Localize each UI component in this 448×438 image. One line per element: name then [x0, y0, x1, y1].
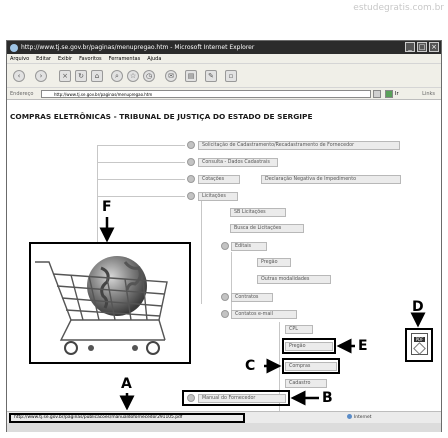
address-bar	[7, 88, 441, 100]
marker-c: C	[245, 358, 256, 374]
menu-editar[interactable]: Editar	[36, 56, 51, 62]
internet-zone-icon	[347, 414, 352, 419]
edit-icon[interactable]: ✎	[205, 70, 217, 82]
zone-label: Internet	[354, 415, 372, 420]
ie-logo-icon	[10, 44, 18, 52]
go-button[interactable]: Ir	[395, 91, 399, 97]
marker-e: E	[358, 338, 368, 354]
home-icon[interactable]: ⌂	[91, 70, 103, 82]
print-icon[interactable]: ▤	[185, 70, 197, 82]
minimize-button[interactable]: _	[405, 42, 415, 52]
contatos-email-link[interactable]: Contatos e-mail	[231, 310, 297, 319]
go-icon[interactable]	[385, 90, 393, 98]
toolbar	[7, 64, 441, 88]
refresh-icon[interactable]: ↻	[75, 70, 87, 82]
page-title: COMPRAS ELETRÔNICAS - TRIBUNAL DE JUSTIÇA DO ESTADO DE SERGIPE	[10, 112, 313, 121]
security-zone	[347, 414, 371, 422]
marker-d: D	[412, 299, 424, 315]
licitacoes-link[interactable]: Licitações	[198, 192, 238, 201]
pdf-label: PDF	[415, 337, 424, 342]
window-title: http://www.tj.se.gov.br/paginas/menupregao.htm - Microsoft Internet Explorer	[21, 44, 255, 51]
stop-icon[interactable]: ×	[59, 70, 71, 82]
menu-favoritos[interactable]: Favoritos	[79, 56, 102, 62]
taskbar	[7, 423, 441, 432]
browser-window	[6, 40, 442, 432]
page-content	[7, 100, 441, 410]
menu-ferramentas[interactable]: Ferramentas	[108, 56, 141, 62]
cotacoes-link[interactable]: Cotações	[198, 175, 240, 184]
menu-bar	[7, 54, 441, 64]
manual-fornecedor-link[interactable]: Manual do Fornecedor	[198, 394, 286, 403]
annotation-arrows	[7, 100, 441, 410]
marker-b: B	[322, 390, 333, 406]
sb-licitacoes-link[interactable]: SB Licitações	[230, 208, 286, 217]
status-url: http://www.tj.se.gov.br/paginas/publicacoes/manualdofornecedor291105.pdf	[9, 413, 245, 423]
menu-ajuda[interactable]: Ajuda	[147, 56, 162, 62]
cadastro-link[interactable]: Cadastro	[285, 379, 327, 388]
menu-exibir[interactable]: Exibir	[57, 56, 73, 62]
contratos-link[interactable]: Contratos	[231, 293, 273, 302]
status-bar	[7, 411, 441, 423]
window-controls	[405, 42, 439, 52]
busca-licitacoes-link[interactable]: Busca de Licitações	[230, 224, 304, 233]
close-button[interactable]: ×	[429, 42, 439, 52]
declaracao-negativa-link[interactable]: Declaração Negativa de Impedimento	[261, 175, 401, 184]
forward-icon[interactable]: ›	[35, 70, 47, 82]
search-icon[interactable]: ⌕	[111, 70, 123, 82]
maximize-button[interactable]: □	[418, 43, 426, 51]
pregao-manual-link[interactable]: Pregão	[285, 342, 333, 351]
mail-icon[interactable]: ✉	[165, 70, 177, 82]
links-button[interactable]: Links	[422, 91, 435, 97]
solicitacao-cadastro-link[interactable]: Solicitação de Cadastramento/Recadastramento de Fornecedor	[198, 141, 400, 150]
title-bar	[7, 41, 441, 54]
address-dropdown-icon[interactable]	[373, 90, 381, 98]
editais-link[interactable]: Editais	[231, 242, 267, 251]
history-icon[interactable]: ◷	[143, 70, 155, 82]
marker-a: A	[121, 376, 132, 392]
favorites-icon[interactable]: ☆	[127, 70, 139, 82]
marker-f: F	[102, 199, 112, 215]
back-icon[interactable]: ‹	[13, 70, 25, 82]
pregao-link[interactable]: Pregão	[257, 258, 291, 267]
consulta-dados-link[interactable]: Consulta - Dados Cadastrais	[198, 158, 278, 167]
address-label: Endereço	[10, 91, 34, 97]
compras-manual-link[interactable]: Compras	[285, 362, 337, 371]
discuss-icon[interactable]: ▫	[225, 70, 237, 82]
watermark: estudegratis.com.br	[353, 3, 444, 13]
menu-arquivo[interactable]: Arquivo	[10, 56, 30, 62]
cpl-link[interactable]: CPL	[285, 325, 313, 334]
address-input[interactable]: http://www.tj.se.gov.br/paginas/menupregao.htm	[41, 90, 371, 98]
outras-modalidades-link[interactable]: Outras modalidades	[257, 275, 331, 284]
